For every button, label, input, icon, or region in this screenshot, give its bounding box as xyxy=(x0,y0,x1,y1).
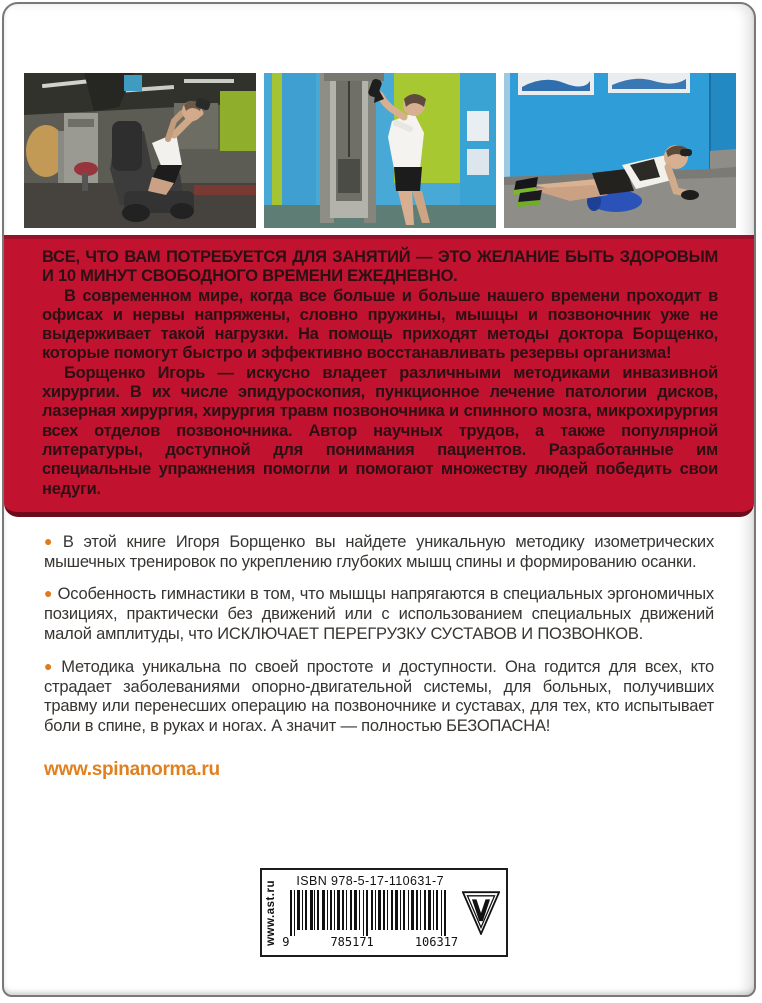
panel-paragraph-2: Борщенко Игорь — искусно владеет различными методиками инвазивной хирургии. В их числе эпидуроскопия, пункционное лечение патологии дисков, лазерная хирургия, хирургия травм позвоночника и спинного мозга, микрохирургия всех отделов позвоночника. Автор научных трудов, а также популярной литературы, доступной для понимания пациентов. Разработанные им специальные упражнения помогли и помогают множеству людей победить свои недуги. xyxy=(42,363,718,498)
gym-bike-illustration xyxy=(24,73,256,228)
barcode-bars xyxy=(284,890,456,936)
website-url: www.spinanorma.ru xyxy=(44,759,220,781)
roller-plank-illustration xyxy=(504,73,736,228)
publisher-site-text: www.ast.ru xyxy=(265,879,278,946)
red-info-panel xyxy=(4,235,754,517)
book-back-cover xyxy=(2,2,756,997)
panel-paragraph-1: В современном мире, когда все больше и больше нашего времени проходит в офисах и нервы напряжены, словно пружины, мышцы и позвоночник уже не выдерживает такой нагрузки. На помощь приходят методы доктора Борщенко, которые помогут быстро и эффективно восстанавливать резервы организма! xyxy=(42,286,718,363)
bullet-dot-icon: ● xyxy=(44,657,57,674)
cable-pull-illustration xyxy=(264,73,496,228)
panel-heading: ВСЕ, ЧТО ВАМ ПОТРЕБУЕТСЯ ДЛЯ ЗАНЯТИЙ — ЭТО ЖЕЛАНИЕ БЫТЬ ЗДОРОВЫМ И 10 МИНУТ СВОБОДНОГО ВРЕМЕНИ ЕЖЕДНЕВНО. xyxy=(42,248,718,286)
photo-strip xyxy=(24,73,754,228)
barcode-main xyxy=(280,870,460,955)
bullet-text-1: В этой книге Игоря Борщенко вы найдете уникальную методику изометрических мышечных тренировок по укреплению глубоких мышц спины и формированию осанки. xyxy=(44,532,714,571)
bullet-dot-icon: ● xyxy=(44,585,53,602)
bullet-section xyxy=(44,533,714,737)
photo-gym-bike xyxy=(24,73,256,228)
publisher-site-vertical xyxy=(262,870,280,955)
photo-roller-plank xyxy=(504,73,736,228)
barcode-digits xyxy=(280,935,460,949)
bullet-text-3: Методика уникальна по своей простоте и доступности. Она годится для всех, кто страдает заболеваниями опорно-двигательной системы, для больных, получивших травму или перенесших операцию на позвоночнике и суставах, для тех, кто испытывает боли в спине, в руках и ногах. А значит — полностью БЕЗОПАСНА! xyxy=(44,657,714,736)
bullet-item-2 xyxy=(44,585,714,644)
barcode-block xyxy=(260,868,508,957)
barcode-digit-first: 9 xyxy=(282,935,290,949)
bullet-dot-icon: ● xyxy=(44,532,58,549)
bullet-text-2: Особенность гимнастики в том, что мышцы напрягаются в специальных эргономичных позициях, практически без движений или с использованием специальных движений малой амплитуды, что ИСКЛЮЧАЕТ ПЕРЕГРУЗКУ СУСТАВОВ И ПОЗВОНКОВ. xyxy=(44,585,714,644)
barcode-digit-group2: 106317 xyxy=(414,935,459,949)
bullet-item-3 xyxy=(44,658,714,737)
ast-publisher-logo-icon xyxy=(460,870,506,955)
ast-v-triangle-icon xyxy=(462,891,500,935)
barcode-digit-group1: 785171 xyxy=(330,935,374,949)
photo-cable-pull xyxy=(264,73,496,228)
isbn-text: ISBN 978-5-17-110631-7 xyxy=(296,874,444,888)
bullet-item-1 xyxy=(44,533,714,573)
